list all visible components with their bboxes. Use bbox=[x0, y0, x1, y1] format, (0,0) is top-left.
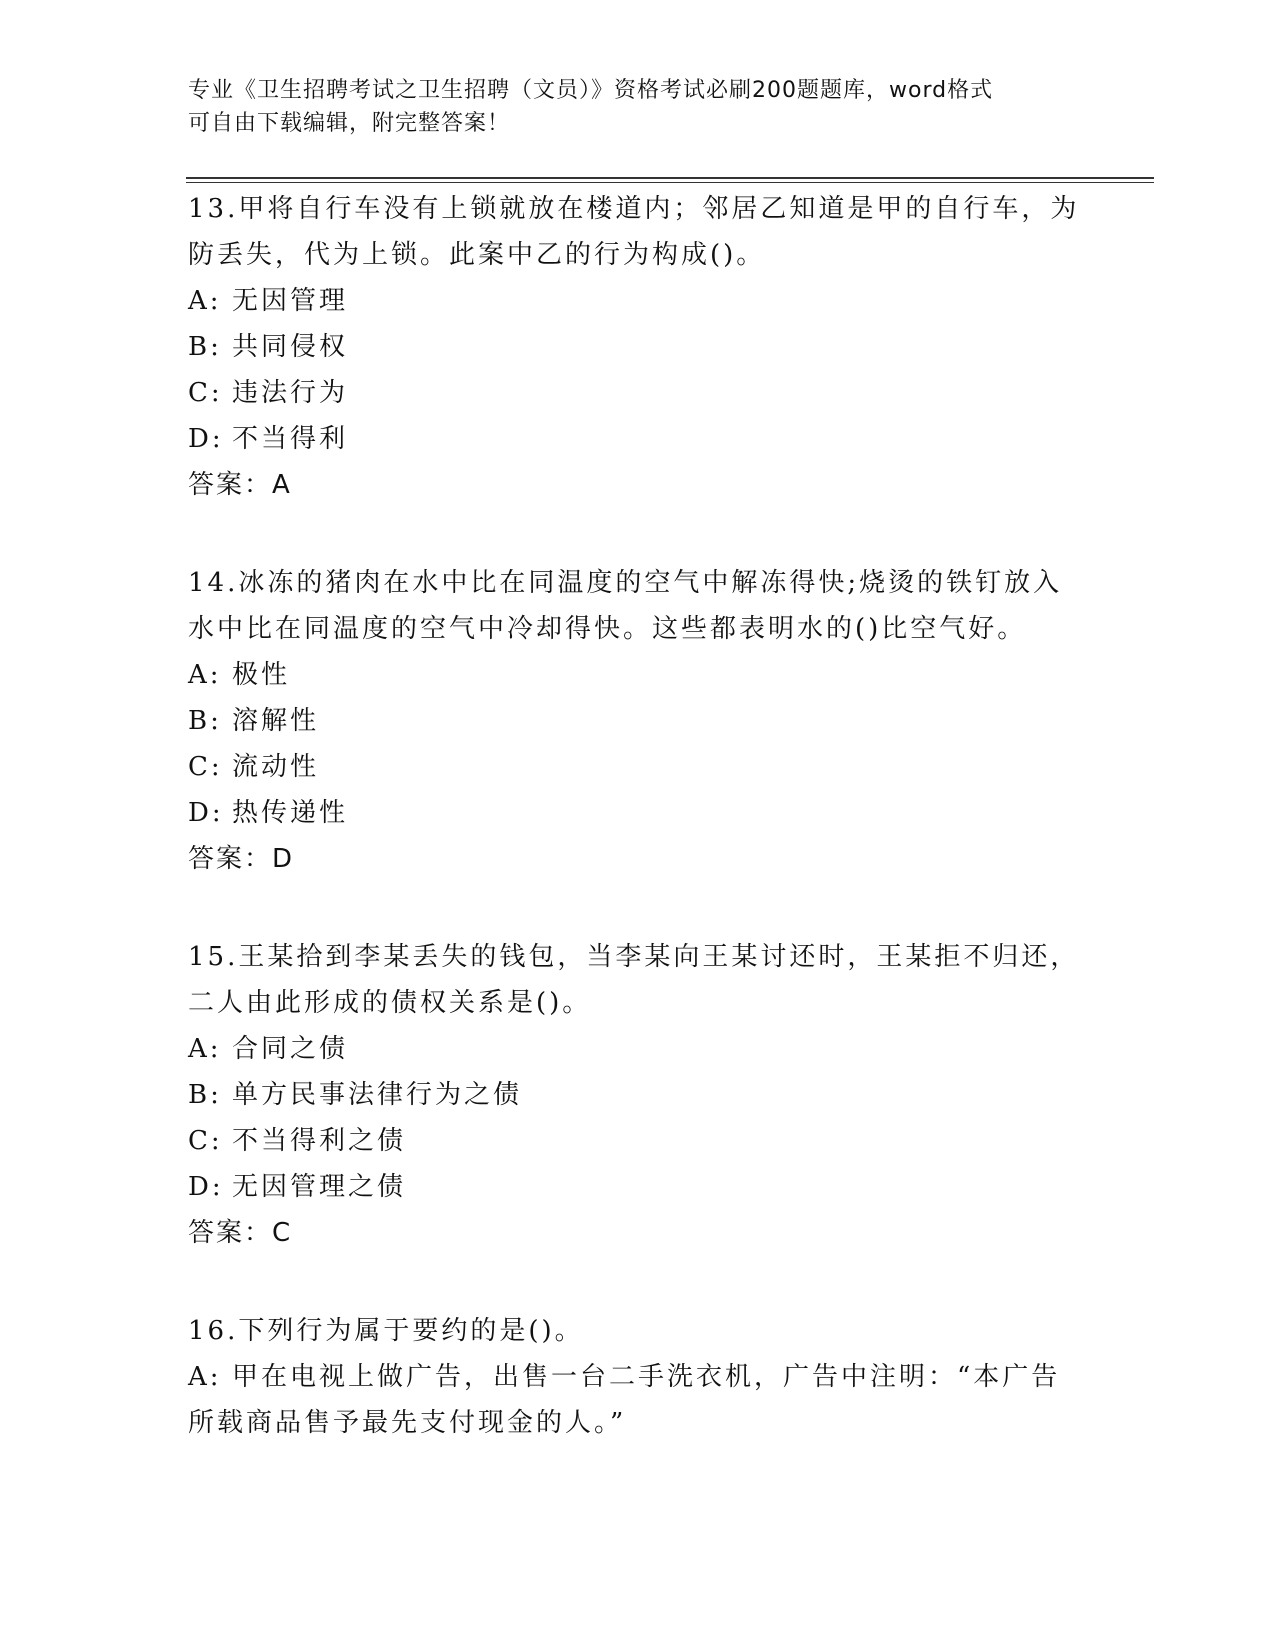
option-text: 不当得利 bbox=[232, 424, 349, 454]
option-letter: D: bbox=[188, 1172, 224, 1202]
answer-line: 答案：D bbox=[188, 844, 295, 874]
option-letter: C: bbox=[188, 1126, 223, 1156]
answer-line: 答案：A bbox=[188, 470, 292, 500]
header-line-2: 可自由下载编辑，附完整答案！ bbox=[188, 111, 511, 136]
option-text: 流动性 bbox=[232, 752, 320, 782]
option-a bbox=[188, 652, 1088, 698]
option-d bbox=[188, 790, 1088, 836]
option-c bbox=[188, 370, 1088, 416]
question-13 bbox=[188, 186, 1088, 508]
option-text: 单方民事法律行为之债 bbox=[232, 1080, 523, 1110]
option-letter: C: bbox=[188, 752, 223, 782]
question-text: 16.下列行为属于要约的是()。 bbox=[188, 1316, 584, 1346]
option-a bbox=[188, 1354, 1088, 1446]
option-text: 热传递性 bbox=[232, 798, 349, 828]
question-14 bbox=[188, 560, 1088, 882]
option-text: 无因管理 bbox=[232, 286, 349, 316]
header-line-1: 专业《卫生招聘考试之卫生招聘（文员）》资格考试必刷200题题库，word格式 bbox=[188, 78, 994, 103]
option-b bbox=[188, 1072, 1088, 1118]
option-d bbox=[188, 416, 1088, 462]
question-text: 15.王某拾到李某丢失的钱包，当李某向王某讨还时，王某拒不归还，二人由此形成的债权关系是()。 bbox=[188, 942, 1080, 1018]
question-text: 13.甲将自行车没有上锁就放在楼道内；邻居乙知道是甲的自行车，为防丢失，代为上锁。此案中乙的行为构成()。 bbox=[188, 194, 1080, 270]
option-text: 无因管理之债 bbox=[232, 1172, 407, 1202]
option-c bbox=[188, 744, 1088, 790]
option-d bbox=[188, 1164, 1088, 1210]
option-text: 极性 bbox=[232, 660, 291, 690]
question-text: 14.冰冻的猪肉在水中比在同温度的空气中解冻得快;烧烫的铁钉放入水中比在同温度的空气中冷却得快。这些都表明水的()比空气好。 bbox=[188, 568, 1063, 644]
header-divider-thin bbox=[186, 182, 1154, 183]
option-a bbox=[188, 1026, 1088, 1072]
option-text: 甲在电视上做广告，出售一台二手洗衣机，广告中注明：“本广告所载商品售予最先支付现金的人。” bbox=[188, 1362, 1061, 1438]
question-list bbox=[188, 186, 1088, 1498]
option-letter: D: bbox=[188, 424, 224, 454]
document-header bbox=[188, 74, 1088, 140]
option-text: 共同侵权 bbox=[232, 332, 349, 362]
question-16 bbox=[188, 1308, 1088, 1446]
option-text: 不当得利之债 bbox=[232, 1126, 407, 1156]
option-letter: A: bbox=[188, 286, 222, 316]
option-letter: A: bbox=[188, 1034, 222, 1064]
header-divider-thick bbox=[186, 177, 1154, 179]
option-letter: D: bbox=[188, 798, 224, 828]
option-c bbox=[188, 1118, 1088, 1164]
option-text: 溶解性 bbox=[232, 706, 320, 736]
option-letter: B: bbox=[188, 706, 222, 736]
option-text: 合同之债 bbox=[232, 1034, 349, 1064]
option-text: 违法行为 bbox=[232, 378, 349, 408]
option-b bbox=[188, 698, 1088, 744]
question-15 bbox=[188, 934, 1088, 1256]
option-b bbox=[188, 324, 1088, 370]
option-a bbox=[188, 278, 1088, 324]
option-letter: A: bbox=[188, 1362, 222, 1392]
answer-line: 答案：C bbox=[188, 1218, 293, 1248]
option-letter: B: bbox=[188, 1080, 222, 1110]
option-letter: B: bbox=[188, 332, 222, 362]
option-letter: A: bbox=[188, 660, 222, 690]
option-letter: C: bbox=[188, 378, 223, 408]
